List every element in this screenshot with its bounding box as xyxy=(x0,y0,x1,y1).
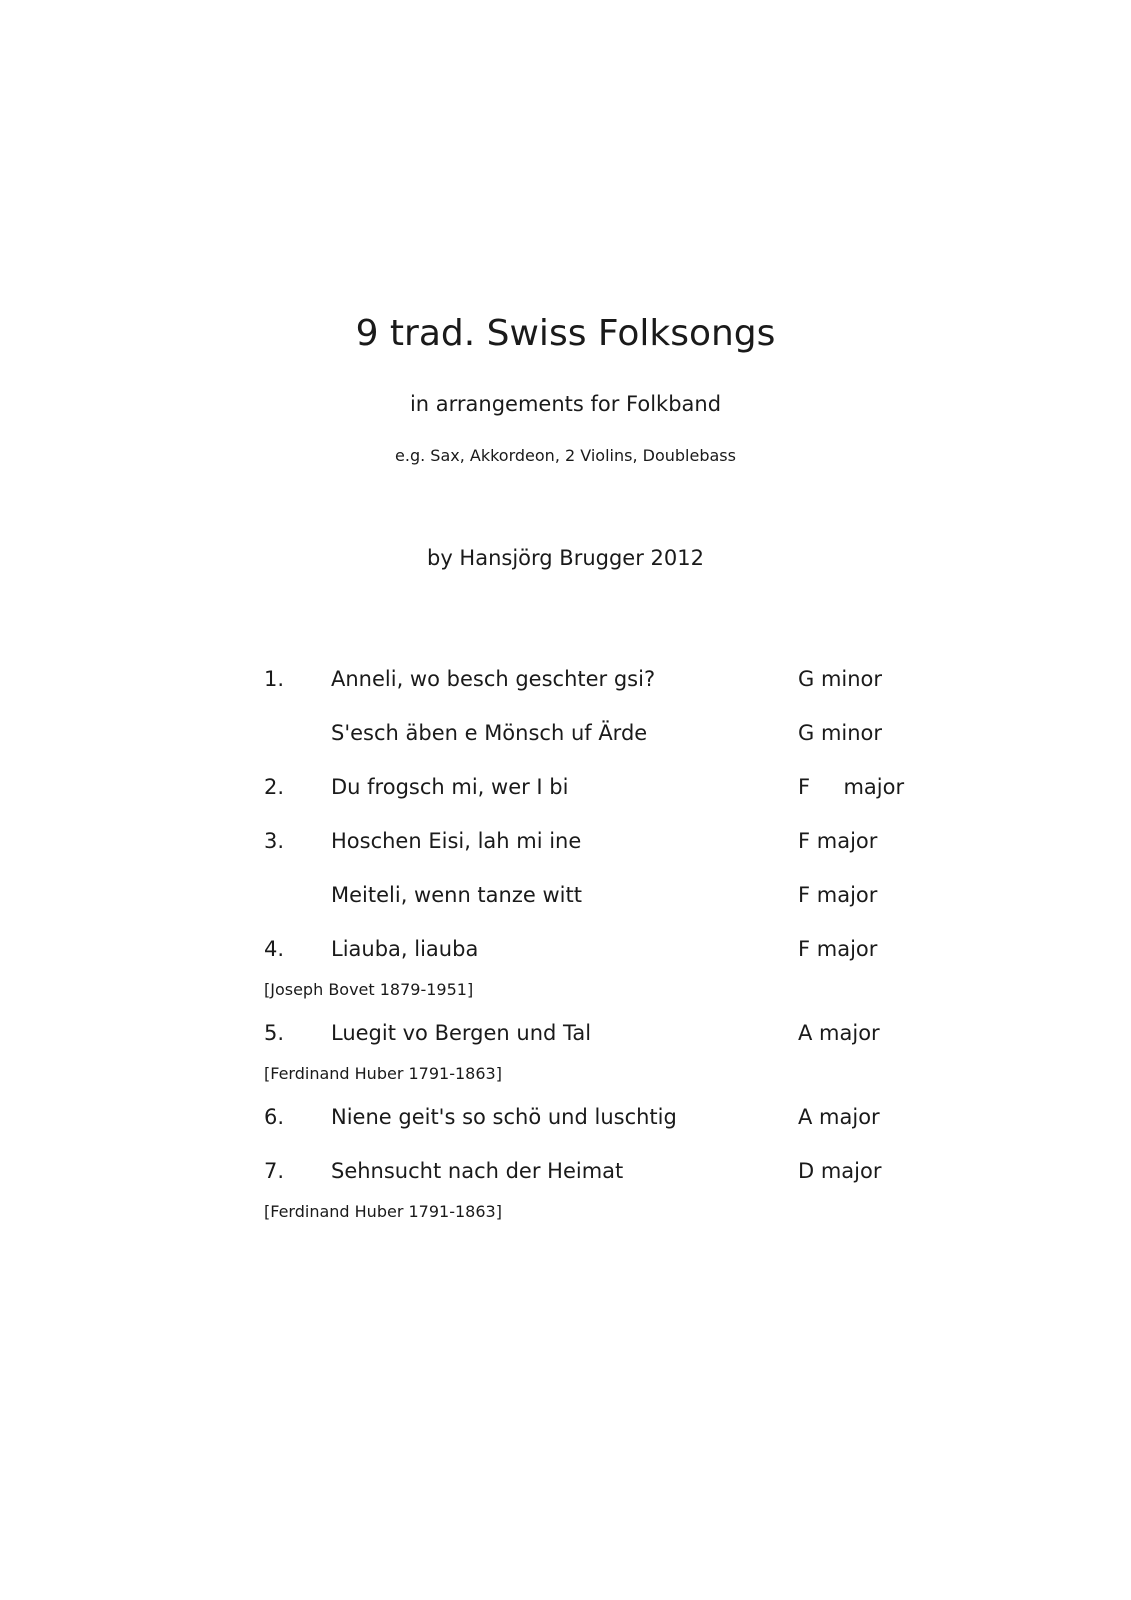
song-title: Anneli, wo besch geschter gsi? xyxy=(331,667,656,691)
song-key: G minor xyxy=(798,721,883,745)
song-row-5 xyxy=(0,1018,1131,1048)
song-row-1b xyxy=(0,718,1131,748)
song-key: G minor xyxy=(798,667,883,691)
song-row-3 xyxy=(0,826,1131,856)
song-number: 2. xyxy=(264,775,285,799)
author-line: by Hansjörg Brugger 2012 xyxy=(427,546,704,570)
song-number: 6. xyxy=(264,1105,285,1129)
song-title: Sehnsucht nach der Heimat xyxy=(331,1159,624,1183)
song-row-4 xyxy=(0,934,1131,964)
song-title: Liauba, liauba xyxy=(331,937,479,961)
song-key: F major xyxy=(798,775,905,799)
song-row-2 xyxy=(0,772,1131,802)
song-title: Hoschen Eisi, lah mi ine xyxy=(331,829,582,853)
song-row-7 xyxy=(0,1156,1131,1186)
song-number: 7. xyxy=(264,1159,285,1183)
song-row-6 xyxy=(0,1102,1131,1132)
song-key: F major xyxy=(798,937,878,961)
song-key: D major xyxy=(798,1159,882,1183)
composer-credit: [Ferdinand Huber 1791-1863] xyxy=(264,1202,502,1221)
instrumentation-note: e.g. Sax, Akkordeon, 2 Violins, Doublebass xyxy=(395,446,736,465)
song-row-3b xyxy=(0,880,1131,910)
document-subtitle: in arrangements for Folkband xyxy=(409,392,722,416)
song-number: 3. xyxy=(264,829,285,853)
song-row-1 xyxy=(0,664,1131,694)
song-title: Meiteli, wenn tanze witt xyxy=(331,883,582,907)
song-number: 1. xyxy=(264,667,285,691)
song-title: Niene geit's so schö und luschtig xyxy=(331,1105,677,1129)
document-title: 9 trad. Swiss Folksongs xyxy=(355,313,776,354)
song-number: 5. xyxy=(264,1021,285,1045)
song-key: F major xyxy=(798,829,878,853)
song-title: S'esch äben e Mönsch uf Ärde xyxy=(331,721,648,745)
composer-credit: [Ferdinand Huber 1791-1863] xyxy=(264,1064,502,1083)
song-title: Luegit vo Bergen und Tal xyxy=(331,1021,592,1045)
song-title: Du frogsch mi, wer I bi xyxy=(331,775,569,799)
composer-credit: [Joseph Bovet 1879-1951] xyxy=(264,980,474,999)
song-key: A major xyxy=(798,1021,880,1045)
song-key: A major xyxy=(798,1105,880,1129)
song-number: 4. xyxy=(264,937,285,961)
song-key: F major xyxy=(798,883,878,907)
